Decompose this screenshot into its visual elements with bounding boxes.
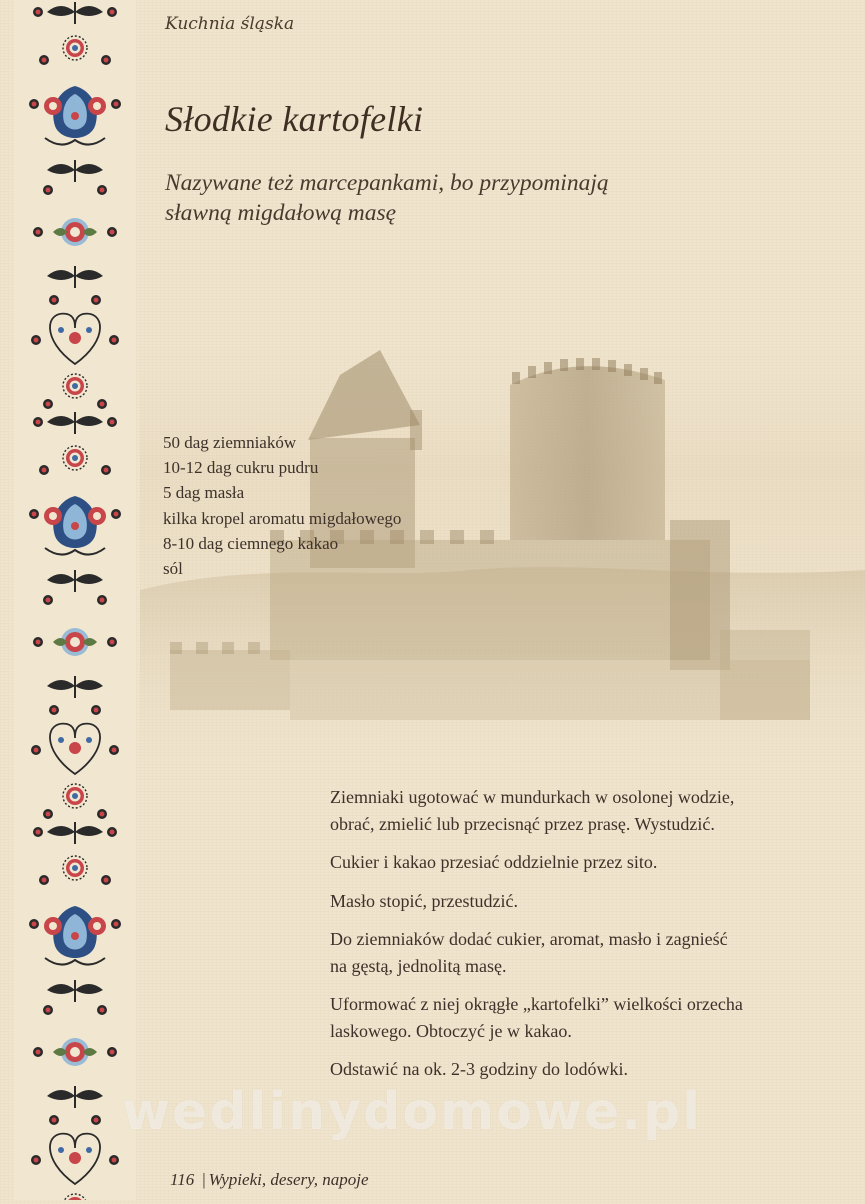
chapter-name: Wypieki, desery, napoje [208,1170,369,1189]
section-label: Kuchnia śląska [165,14,295,34]
step-line: laskowego. Obtoczyć je w kakao. [330,1020,572,1041]
folk-floral-pattern [14,0,136,1200]
subtitle-line: Nazywane też marcepankami, bo przypominają [165,170,609,196]
site-watermark: wedlinydomowe.pl [122,1082,703,1142]
recipe-title: Słodkie kartofelki [165,99,424,139]
step-line: na gęstą, jednolitą masę. [330,955,507,976]
ingredients-list [163,430,401,581]
ingredient-item: kilka kropel aromatu migdałowego [163,508,402,528]
preparation-step [330,888,840,915]
step-line: Uformować z niej okrągłe „kartofelki” wielkości orzecha [330,994,743,1014]
ingredient-item: sól [163,559,183,579]
step-line: Cukier i kakao przesiać oddzielnie przez sito. [330,852,658,872]
ingredient-item: 10-12 dag cukru pudru [163,458,319,478]
page-number: 116 [170,1170,195,1189]
folk-floral-border [14,0,136,1200]
page-footer [170,1170,369,1190]
preparation-step [330,849,840,876]
step-line: Do ziemniaków dodać cukier, aromat, masło i zagnieść [330,929,728,949]
step-line: Odstawić na ok. 2-3 godziny do lodówki. [330,1059,628,1079]
preparation-step [330,1056,840,1083]
preparation-step [330,926,840,979]
ingredient-item: 50 dag ziemniaków [163,433,297,452]
step-line: obrać, zmielić lub przecisnąć przez prasę. Wystudzić. [330,813,715,834]
recipe-subtitle [165,168,805,228]
ingredient-item: 5 dag masła [163,483,245,503]
step-line: Ziemniaki ugotować w mundurkach w osolonej wodzie, [330,787,735,807]
subtitle-line: sławną migdałową masę [165,200,397,226]
step-line: Masło stopić, przestudzić. [330,890,518,911]
footer-separator: | [202,1170,206,1189]
ingredient-item: 8-10 dag ciemnego kakao [163,533,339,553]
preparation-steps [330,784,840,1095]
preparation-step [330,784,840,837]
preparation-step [330,991,840,1044]
